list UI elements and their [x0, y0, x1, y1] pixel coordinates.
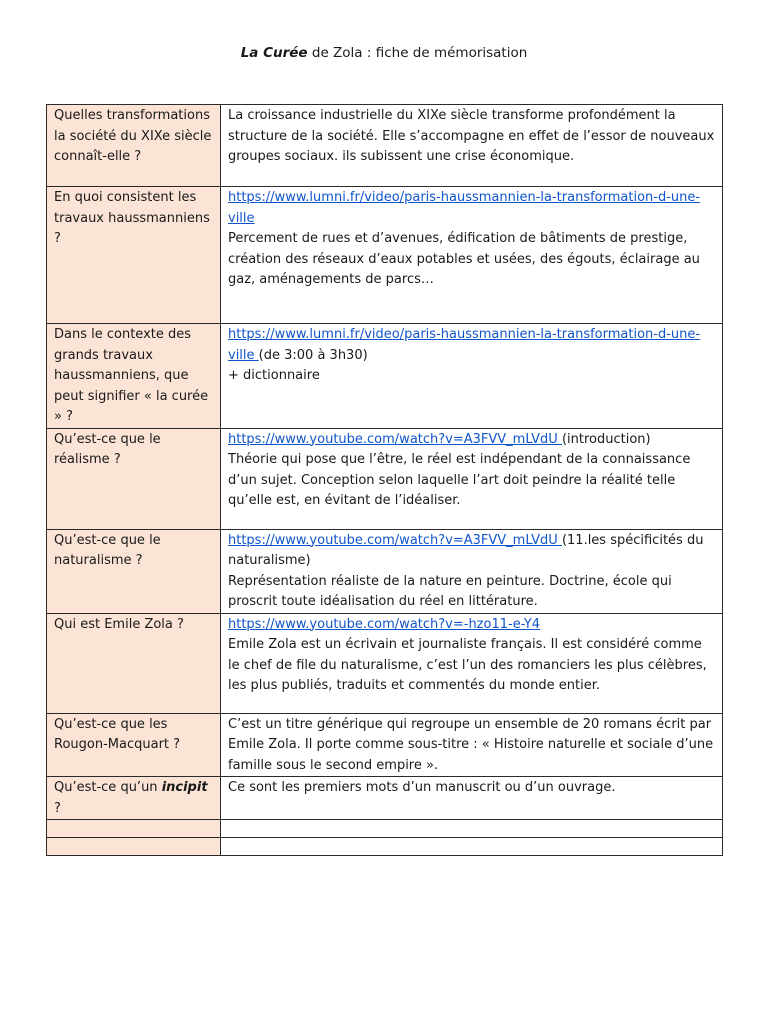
answer-text: Percement de rues et d’avenues, édification de bâtiments de prestige, création des réseaux d’eaux potables et usées, des égouts, éclairage au gaz, aménagements de parcs… — [228, 231, 700, 287]
video-link[interactable]: https://www.youtube.com/watch?v=A3FVV_mLVdU — [228, 532, 562, 548]
answer-text: + dictionnaire — [228, 368, 320, 383]
question-prefix: Qu’est-ce qu’un — [54, 780, 162, 795]
answer-text: Ce sont les premiers mots d’un manuscrit ou d’un ouvrage. — [228, 780, 616, 795]
table-row-empty — [47, 838, 723, 856]
answer-text: C’est un titre générique qui regroupe un ensemble de 20 romans écrit par Emile Zola. Il porte comme sous-titre : « Histoire naturelle et sociale d’une famille sous le second empire ». — [228, 716, 714, 773]
question-emphasis: incipit — [161, 780, 208, 795]
question-cell — [47, 820, 221, 838]
answer-cell — [221, 428, 723, 529]
video-link[interactable]: https://www.lumni.fr/video/paris-haussmannien-la-transformation-d-une-ville — [228, 190, 701, 226]
question-cell — [47, 838, 221, 856]
table-row — [47, 777, 723, 820]
question-cell: Qu’est-ce que les Rougon-Macquart ? — [47, 713, 221, 777]
table-row — [47, 428, 723, 529]
video-link[interactable]: https://www.youtube.com/watch?v=A3FVV_mLVdU — [228, 431, 562, 447]
question-cell — [47, 777, 221, 820]
question-cell: Qu’est-ce que le naturalisme ? — [47, 529, 221, 613]
question-cell: En quoi consistent les travaux haussmanniens ? — [47, 187, 221, 324]
title-rest: de Zola : fiche de mémorisation — [307, 45, 528, 61]
answer-cell — [221, 613, 723, 713]
video-link[interactable]: https://www.youtube.com/watch?v=-hzo11-e-Y4 — [228, 616, 541, 632]
table-row — [47, 105, 723, 187]
table-row — [47, 187, 723, 324]
table-row — [47, 324, 723, 429]
question-cell: Dans le contexte des grands travaux haussmanniens, que peut signifier « la curée » ? — [47, 324, 221, 429]
answer-cell — [221, 324, 723, 429]
answer-text: Représentation réaliste de la nature en peinture. Doctrine, école qui proscrit toute idéalisation du réel en littérature. — [228, 573, 672, 609]
link-note: (11.les spécificités du naturalisme) — [228, 532, 704, 568]
question-cell: Quelles transformations la société du XIXe siècle connaît-elle ? — [47, 105, 221, 187]
page-title — [0, 43, 768, 63]
answer-cell — [221, 529, 723, 613]
answer-text: La croissance industrielle du XIXe siècle transforme profondément la structure de la société. Elle s’accompagne en effet de l’essor de nouveaux groupes sociaux. ils subissent une crise économique. — [228, 108, 715, 164]
work-title: La Curée — [240, 45, 308, 61]
answer-text: Emile Zola est un écrivain et journaliste français. Il est considéré comme le chef de file du naturalisme, c’est l’un des romanciers les plus célèbres, les plus publiés, traduits et commentés du monde entier. — [228, 637, 707, 693]
answer-cell — [221, 187, 723, 324]
question-cell: Qu’est-ce que le réalisme ? — [47, 428, 221, 529]
answer-cell — [221, 838, 723, 856]
answer-cell — [221, 820, 723, 838]
answer-cell — [221, 777, 723, 820]
answer-cell — [221, 105, 723, 187]
link-note: (introduction) — [561, 431, 651, 447]
question-suffix: ? — [54, 800, 61, 816]
question-cell: Qui est Emile Zola ? — [47, 613, 221, 713]
table-row — [47, 613, 723, 713]
answer-text: Théorie qui pose que l’être, le réel est indépendant de la connaissance d’un sujet. Conception selon laquelle l’art doit peindre la réalité telle qu’elle est, en évitant de l’idéaliser. — [228, 452, 691, 508]
table-row — [47, 713, 723, 777]
table-row-empty — [47, 820, 723, 838]
link-note: (de 3:00 à 3h30) — [258, 347, 368, 363]
memorisation-table — [46, 104, 723, 856]
table-row — [47, 529, 723, 613]
video-link[interactable]: https://www.lumni.fr/video/paris-haussmannien-la-transformation-d-une-ville — [228, 327, 701, 363]
answer-cell — [221, 713, 723, 777]
